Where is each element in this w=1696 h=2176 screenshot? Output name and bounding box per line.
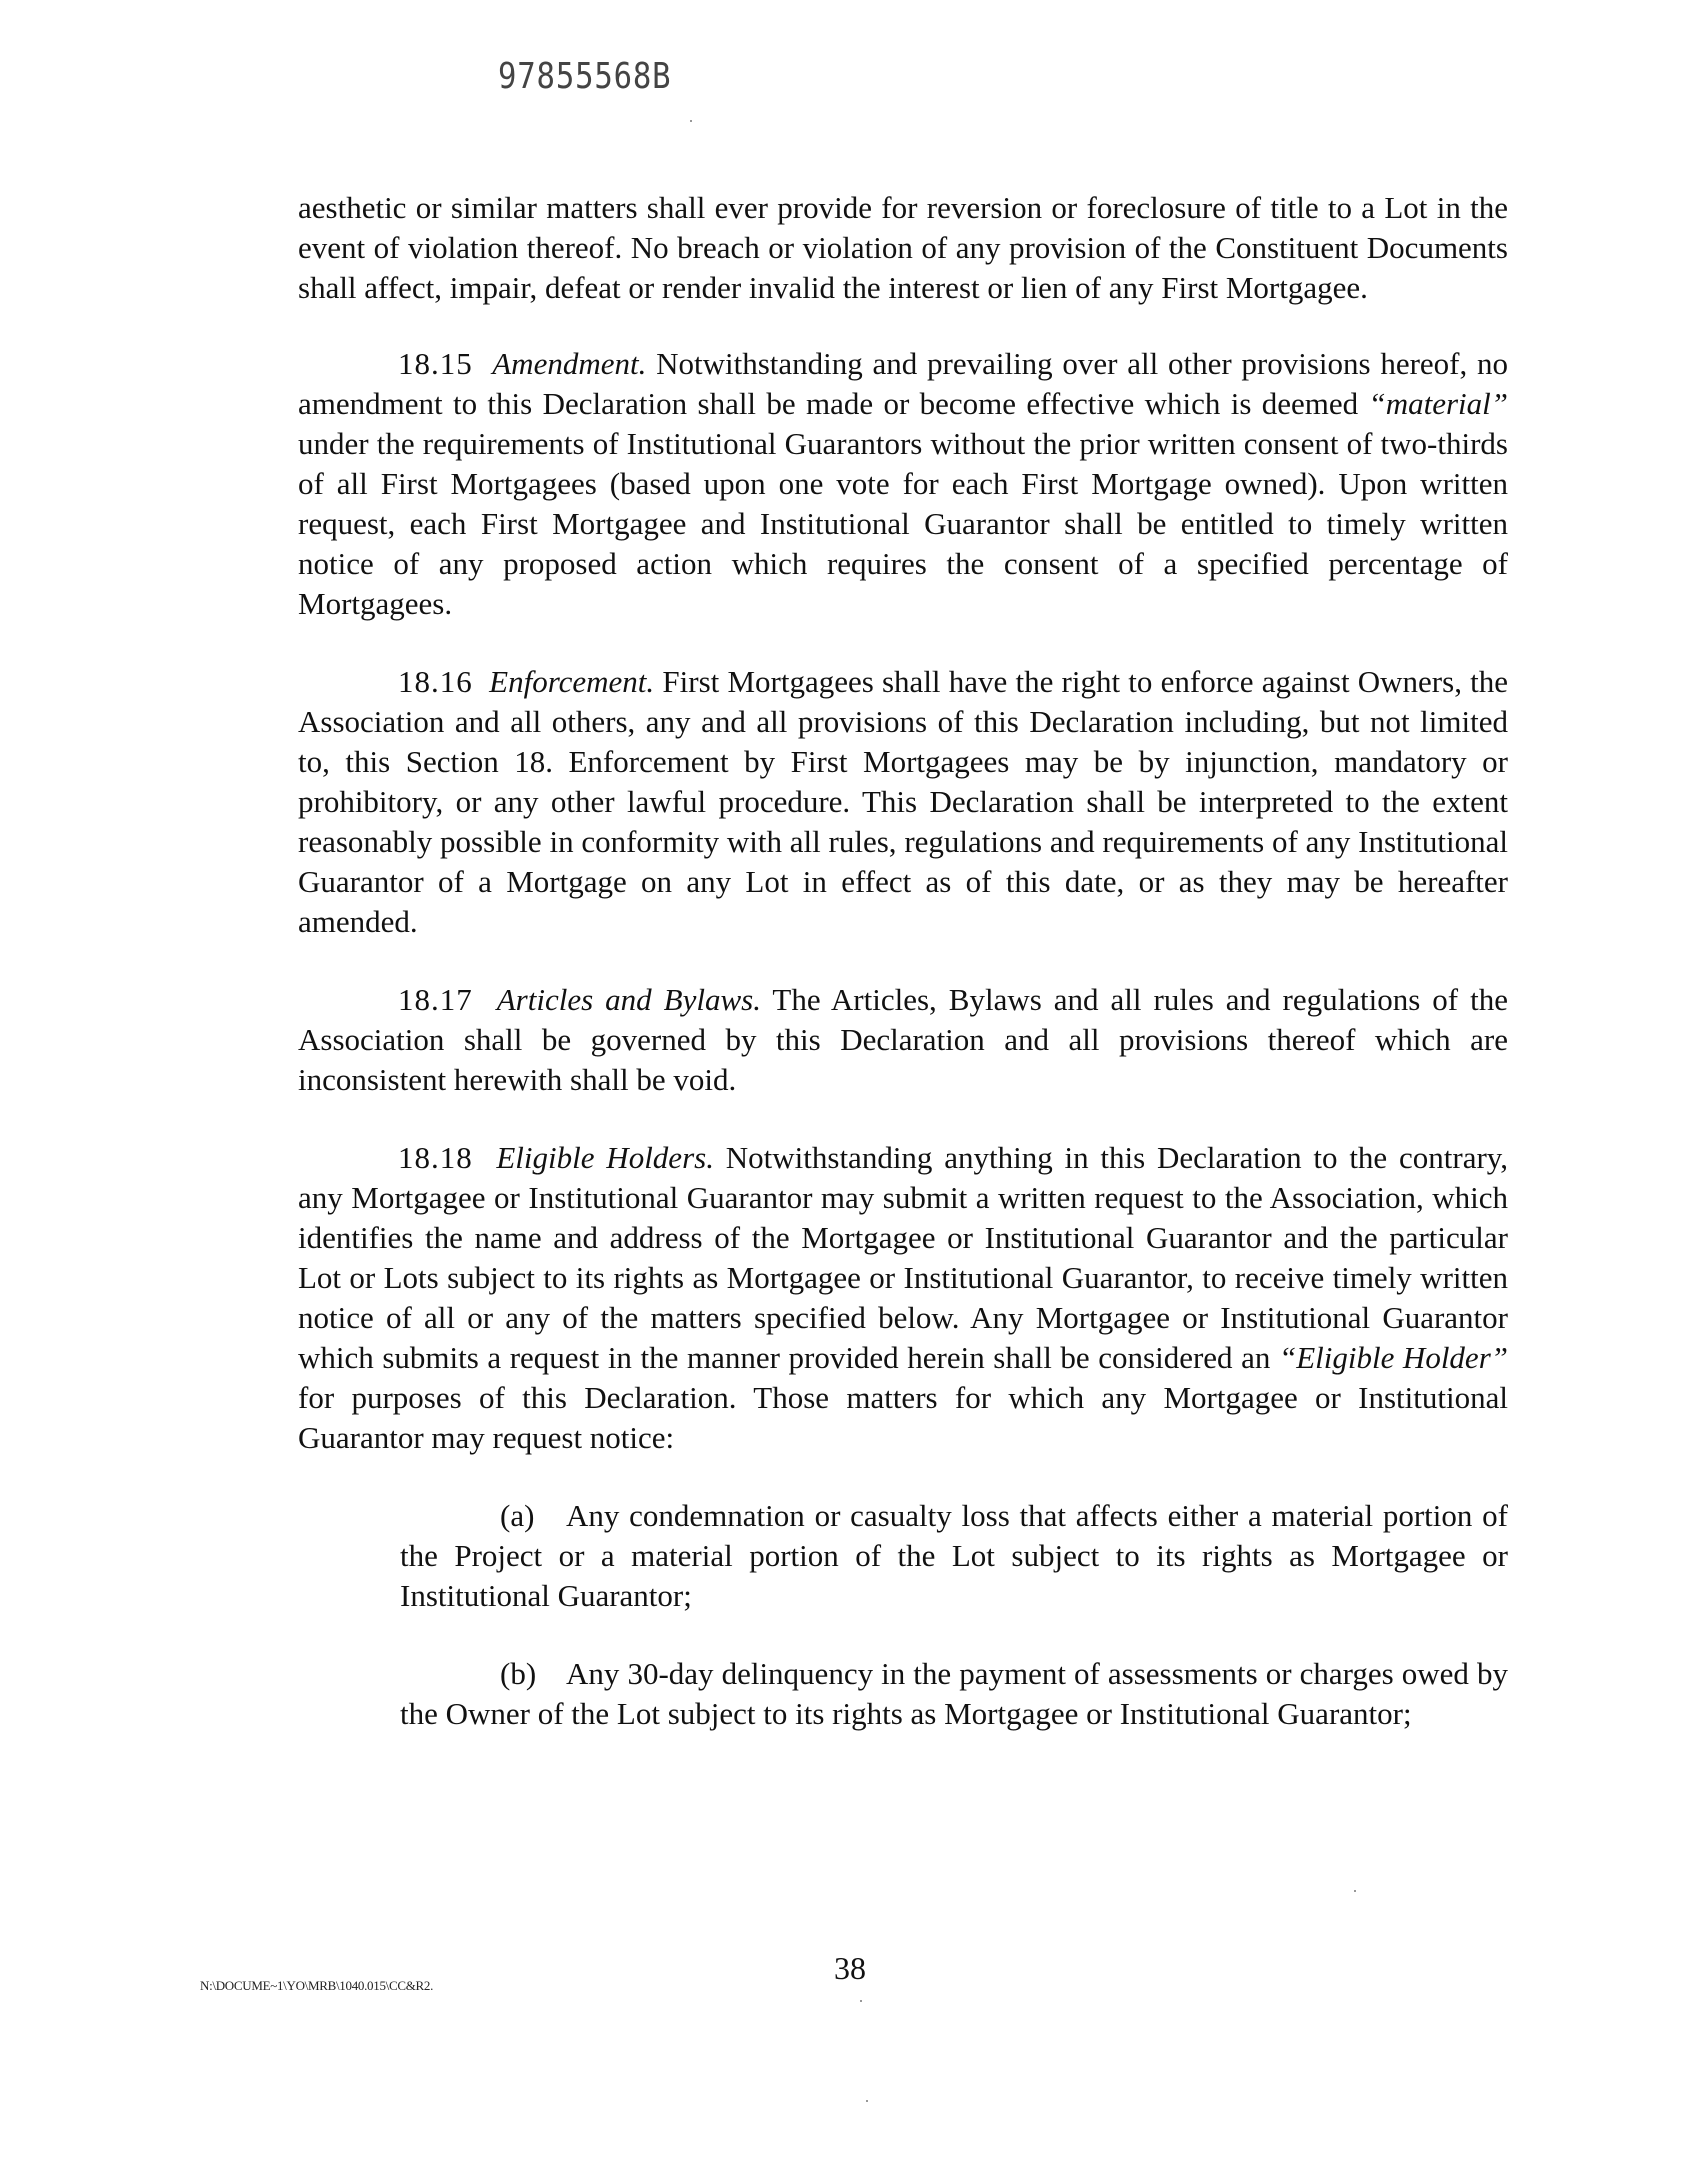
section-number: 18.16 — [398, 664, 473, 699]
subitem-text: Any 30-day delinquency in the payment of assessments or charges owed by the Owner of the Lot subject to its rights as Mortgagee or Institutional Guarantor; — [400, 1656, 1508, 1731]
section-18-17 — [298, 980, 1508, 1100]
section-18-18 — [298, 1138, 1508, 1458]
document-stamp-number: 97855568B — [498, 56, 672, 97]
subitem-b — [400, 1654, 1508, 1734]
scan-speck — [860, 2000, 862, 2002]
section-heading: Enforcement. — [489, 664, 655, 699]
section-number: 18.15 — [398, 346, 473, 381]
continuation-paragraph: aesthetic or similar matters shall ever provide for reversion or foreclosure of title to a Lot in the event of violation thereof. No breach or violation of any provision of the Constituent Documents shall affect, impair, defeat or render invalid the interest or lien of any First Mortgagee. — [298, 190, 1508, 305]
section-text: Notwithstanding anything in this Declaration to the contrary, any Mortgagee or Institutional Guarantor may submit a written request to the Association, which identifies the name and address of the Mortgagee or Institutional Guarantor and the particular Lot or Lots subject to its rights as Mortgagee or Institutional Guarantor, to receive timely written notice of all or any of the matters specified below. Any Mortgagee or Institutional Guarantor which submits a request in the manner provided herein shall be considered an — [298, 1140, 1509, 1375]
scan-speck — [866, 2100, 868, 2102]
scan-speck — [690, 120, 692, 122]
defined-term-eligible-holder: “Eligible Holder” — [1278, 1340, 1508, 1375]
section-text: for purposes of this Declaration. Those matters for which any Mortgagee or Institutional Guarantor may request notice: — [298, 1380, 1508, 1455]
section-heading: Amendment. — [492, 346, 647, 381]
defined-term-material: “material” — [1368, 386, 1508, 421]
scan-speck — [1354, 1890, 1356, 1892]
section-heading: Articles and Bylaws. — [496, 982, 761, 1017]
document-body — [298, 188, 1508, 1772]
subitem-label: (b) — [500, 1656, 537, 1691]
section-heading: Eligible Holders. — [496, 1140, 714, 1175]
section-text: The Articles, Bylaws and all rules and regulations of the Association shall be governed by this Declaration and all provisions thereof which are inconsistent herewith shall be void. — [298, 982, 1508, 1097]
page-number: 38 — [834, 1950, 866, 1986]
section-text: Notwithstanding and prevailing over all other provisions hereof, no amendment to this Declaration shall be made or become effective which is deemed — [298, 346, 1509, 421]
section-text: under the requirements of Institutional Guarantors without the prior written consent of two-thirds of all First Mortgagees (based upon one vote for each First Mortgage owned). Upon written request, each First Mortgagee and Institutional Guarantor shall be entitled to timely written notice of any proposed action which requires the consent of a specified percentage of Mortgagees. — [298, 426, 1508, 621]
section-number: 18.17 — [398, 982, 473, 1017]
section-number: 18.18 — [398, 1140, 473, 1175]
section-18-15 — [298, 344, 1508, 624]
footer-file-path: N:\DOCUME~1\YO\MRB\1040.015\CC&R2. — [200, 1978, 434, 1993]
subitem-text: Any condemnation or casualty loss that affects either a material portion of the Project or a material portion of the Lot subject to its rights as Mortgagee or Institutional Guarantor; — [400, 1498, 1508, 1613]
subitem-a — [400, 1496, 1508, 1616]
section-18-16 — [298, 662, 1508, 942]
subitem-label: (a) — [500, 1498, 535, 1533]
section-text: First Mortgagees shall have the right to enforce against Owners, the Association and all others, any and all provisions of this Declaration including, but not limited to, this Section 18. Enforcement by First Mortgagees may be by injunction, mandatory or prohibitory, or any other lawful procedure. This Declaration shall be interpreted to the extent reasonably possible in conformity with all rules, regulations and requirements of any Institutional Guarantor of a Mortgage on any Lot in effect as of this date, or as they may be hereafter amended. — [298, 664, 1509, 939]
